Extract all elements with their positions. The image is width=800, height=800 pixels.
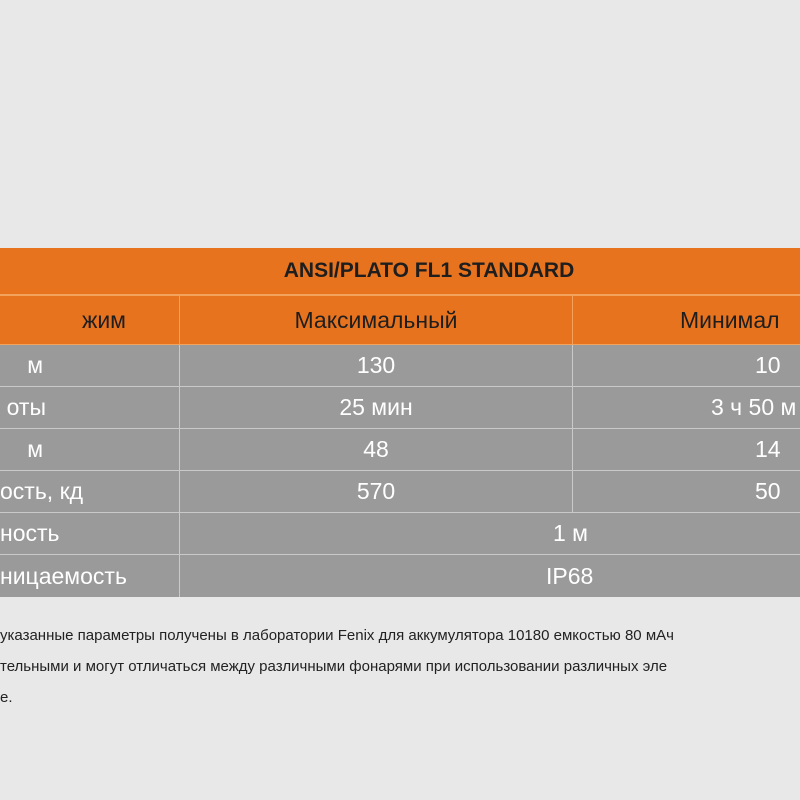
footnote-line: тельными и могут отличаться между различными фонарями при использовании различных эле bbox=[0, 658, 668, 675]
header-mode: жим bbox=[81, 306, 126, 333]
row-min-value: 50 bbox=[572, 471, 800, 512]
header-min: Минимал bbox=[572, 296, 800, 344]
row-label: ость, кд bbox=[0, 478, 84, 504]
row-label: ность bbox=[0, 520, 60, 546]
row-label: м bbox=[27, 352, 43, 378]
footnote bbox=[0, 620, 800, 713]
row-min-value: 3 ч 50 м bbox=[572, 387, 800, 428]
row-max-value: 48 bbox=[179, 429, 572, 470]
header-max: Максимальный bbox=[179, 296, 572, 344]
footnote-line: указанные параметры получены в лаборатории Fenix для аккумулятора 10180 емкостью 80 мАч bbox=[0, 627, 674, 644]
row-max-value: 25 мин bbox=[179, 387, 572, 428]
row-min-value: 10 bbox=[572, 345, 800, 386]
row-label: м bbox=[27, 436, 43, 462]
row-label: оты bbox=[6, 394, 46, 420]
table-row bbox=[0, 387, 800, 429]
row-label: ницаемость bbox=[0, 562, 127, 589]
table-row bbox=[0, 513, 800, 555]
table-title-text: ANSI/PLATO FL1 STANDARD bbox=[283, 259, 575, 282]
table-row bbox=[0, 345, 800, 387]
table-row bbox=[0, 429, 800, 471]
row-merged-value: IP68 bbox=[179, 555, 800, 597]
row-max-value: 130 bbox=[179, 345, 572, 386]
row-min-value: 14 bbox=[572, 429, 800, 470]
table-title bbox=[0, 248, 800, 296]
table-row bbox=[0, 555, 800, 597]
spec-table bbox=[0, 248, 800, 597]
table-header-row bbox=[0, 296, 800, 345]
row-merged-value: 1 м bbox=[179, 513, 800, 554]
table-row bbox=[0, 471, 800, 513]
row-max-value: 570 bbox=[179, 471, 572, 512]
footnote-line: е. bbox=[0, 689, 13, 706]
